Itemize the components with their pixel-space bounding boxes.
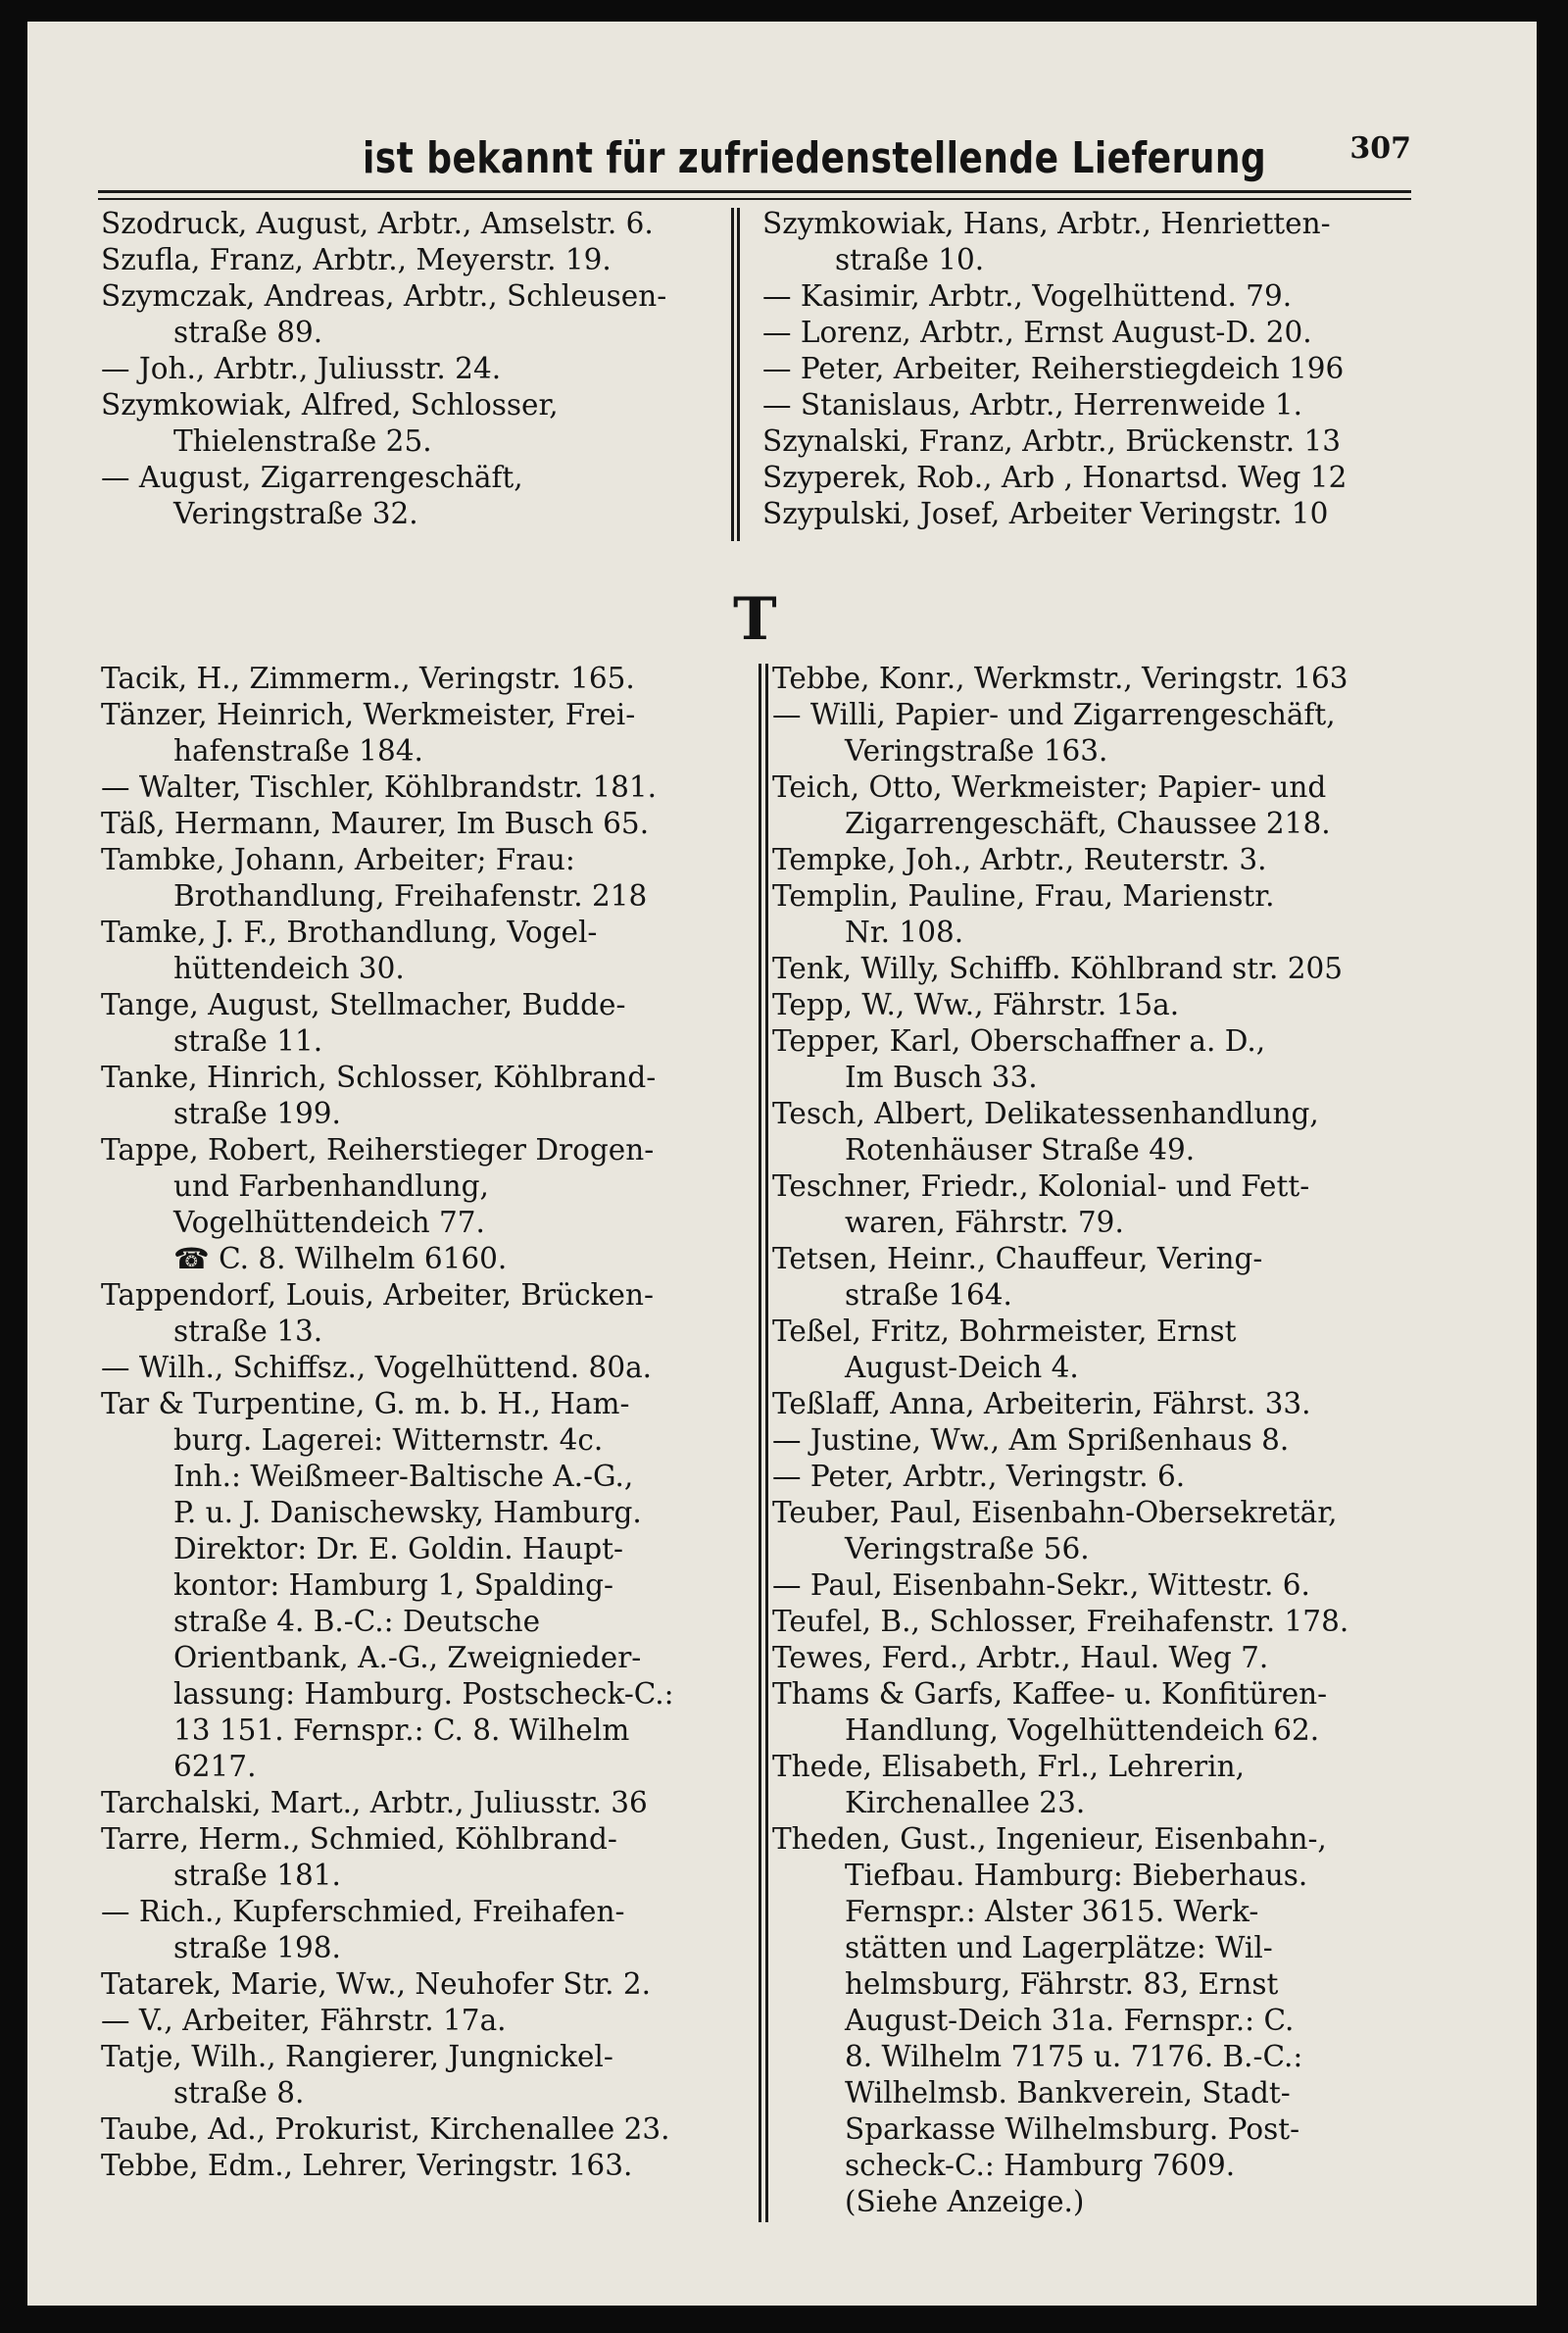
- directory-entry: [101, 1459, 758, 1495]
- entry-line: Tange, August, Stellmacher, Budde-: [101, 988, 626, 1021]
- directory-entry: [772, 1459, 1458, 1495]
- entry-line: Teschner, Friedr., Kolonial- und Fett-: [772, 1169, 1310, 1203]
- section-letter: T: [733, 585, 777, 654]
- directory-entry: [101, 387, 728, 460]
- entry-line: — Stanislaus, Arbtr., Herrenweide 1.: [762, 388, 1303, 422]
- entry-line: Tempke, Joh., Arbtr., Reuterstr. 3.: [772, 843, 1267, 876]
- entry-line: Tarchalski, Mart., Arbtr., Juliusstr. 36: [101, 1786, 648, 1819]
- entry-continuation: Veringstraße 32.: [173, 497, 418, 530]
- entry-continuation: straße 4. B.-C.: Deutsche: [173, 1605, 541, 1638]
- entry-continuation: Wilhelmsb. Bankverein, Stadt-: [845, 2076, 1291, 2110]
- entry-line: Tar & Turpentine, G. m. b. H., Ham-: [101, 1387, 630, 1420]
- directory-entry: [101, 2003, 758, 2039]
- column-top-right: [762, 206, 1448, 532]
- entry-line: Szymkowiak, Hans, Arbtr., Henrietten-: [762, 207, 1331, 240]
- directory-entry: [772, 1966, 1458, 2003]
- entry-line: — Wilh., Schiffsz., Vogelhüttend. 80a.: [101, 1351, 653, 1384]
- entry-line: Teufel, B., Schlosser, Freihafenstr. 178.: [772, 1605, 1349, 1638]
- entry-line: — Rich., Kupferschmied, Freihafen-: [101, 1895, 625, 1928]
- directory-entry: [772, 1495, 1458, 1567]
- entry-line: Szymkowiak, Alfred, Schlosser,: [101, 388, 559, 422]
- entry-line: Theden, Gust., Ingenieur, Eisenbahn-,: [772, 1822, 1327, 1856]
- directory-entry: [772, 2039, 1458, 2075]
- column-right: [772, 661, 1458, 2220]
- directory-entry: [101, 460, 728, 532]
- directory-entry: [101, 1495, 758, 1531]
- entry-continuation: straße 8.: [173, 2076, 305, 2110]
- column-divider-top: [731, 208, 734, 541]
- directory-entry: [772, 1749, 1458, 1821]
- column-divider: [759, 664, 761, 2222]
- entry-line: Tepper, Karl, Oberschaffner a. D.,: [772, 1024, 1266, 1058]
- entry-line: Tebbe, Edm., Lehrer, Veringstr. 163.: [101, 2149, 633, 2182]
- entry-line: Szypulski, Josef, Arbeiter Veringstr. 10: [762, 497, 1329, 530]
- directory-entry: [762, 423, 1448, 460]
- column-top-left: [101, 206, 728, 532]
- directory-entry: [101, 1821, 758, 1894]
- directory-entry: [101, 2111, 758, 2148]
- entry-continuation: 8. Wilhelm 7175 u. 7176. B.-C.:: [845, 2040, 1303, 2073]
- directory-entry: [772, 2111, 1458, 2148]
- entry-line: Tepp, W., Ww., Fährstr. 15a.: [772, 988, 1180, 1021]
- entry-line: — August, Zigarrengeschäft,: [101, 461, 523, 494]
- directory-entry: [101, 2148, 758, 2184]
- directory-entry: [101, 1350, 758, 1386]
- directory-entry: [762, 315, 1448, 351]
- entry-line: Tesch, Albert, Delikatessenhandlung,: [772, 1097, 1319, 1130]
- directory-entry: [772, 842, 1458, 878]
- entry-continuation: August-Deich 31a. Fernspr.: C.: [845, 2004, 1295, 2037]
- entry-line: Szodruck, August, Arbtr., Amselstr. 6.: [101, 207, 654, 240]
- directory-entry: [101, 1386, 758, 1459]
- entry-line: — V., Arbeiter, Fährstr. 17a.: [101, 2004, 507, 2037]
- directory-entry: [101, 1966, 758, 2003]
- entry-continuation: hüttendeich 30.: [173, 952, 405, 985]
- directory-entry: [772, 2003, 1458, 2039]
- entry-line: Taube, Ad., Prokurist, Kirchenallee 23.: [101, 2112, 670, 2146]
- page-header: [98, 112, 1411, 200]
- directory-entry: [772, 1422, 1458, 1459]
- directory-page: [27, 22, 1537, 2306]
- entry-line: Tetsen, Heinr., Chauffeur, Vering-: [772, 1242, 1263, 1275]
- entry-line: Tacik, H., Zimmerm., Veringstr. 165.: [101, 662, 635, 695]
- entry-line: Teuber, Paul, Eisenbahn-Obersekretär,: [772, 1496, 1338, 1529]
- entry-continuation: Tiefbau. Hamburg: Bieberhaus.: [845, 1859, 1308, 1892]
- header-rule-thin: [98, 198, 1411, 200]
- entry-line: — Paul, Eisenbahn-Sekr., Wittestr. 6.: [772, 1568, 1310, 1602]
- entry-continuation: straße 164.: [845, 1278, 1012, 1312]
- entry-line: — Willi, Papier- und Zigarrengeschäft,: [772, 698, 1336, 731]
- entry-line: Thams & Garfs, Kaffee- u. Konfitüren-: [772, 1677, 1328, 1711]
- entry-line: — Peter, Arbtr., Veringstr. 6.: [772, 1460, 1186, 1493]
- header-rule: [98, 190, 1411, 193]
- entry-line: Szynalski, Franz, Arbtr., Brückenstr. 13: [762, 424, 1342, 458]
- entry-continuation: scheck-C.: Hamburg 7609.: [845, 2149, 1236, 2182]
- entry-line: Tappe, Robert, Reiherstieger Drogen-: [101, 1133, 655, 1166]
- entry-line: — Lorenz, Arbtr., Ernst August-D. 20.: [762, 316, 1312, 349]
- column-divider-top-b: [737, 208, 740, 541]
- entry-continuation: P. u. J. Danischewsky, Hamburg.: [173, 1496, 642, 1529]
- directory-entry: [101, 1604, 758, 1640]
- entry-line: Tatje, Wilh., Rangierer, Jungnickel-: [101, 2040, 613, 2073]
- entry-line: Tambke, Johann, Arbeiter; Frau:: [101, 843, 575, 876]
- entry-continuation: Direktor: Dr. E. Goldin. Haupt-: [173, 1532, 623, 1565]
- entry-line: Szufla, Franz, Arbtr., Meyerstr. 19.: [101, 243, 612, 276]
- directory-entry: [101, 915, 758, 987]
- entry-continuation: burg. Lagerei: Witternstr. 4c.: [173, 1423, 604, 1457]
- directory-entry: [772, 1640, 1458, 1676]
- directory-entry: [772, 1096, 1458, 1168]
- entry-line: Teßlaff, Anna, Arbeiterin, Fährst. 33.: [772, 1387, 1311, 1420]
- directory-entry: [101, 806, 758, 842]
- directory-entry: [772, 2184, 1458, 2220]
- directory-entry: [101, 242, 728, 278]
- directory-entry: [762, 351, 1448, 387]
- entry-line: Tenk, Willy, Schiffb. Köhlbrand str. 205: [772, 952, 1344, 985]
- entry-continuation: ☎ C. 8. Wilhelm 6160.: [173, 1242, 508, 1275]
- directory-entry: [101, 1676, 758, 1713]
- entry-continuation: Kirchenallee 23.: [845, 1786, 1086, 1819]
- entry-continuation: Orientbank, A.-G., Zweignieder-: [173, 1641, 642, 1674]
- entry-continuation: stätten und Lagerplätze: Wil-: [845, 1931, 1273, 1964]
- entry-line: Szyperek, Rob., Arb , Honartsd. Weg 12: [762, 461, 1348, 494]
- directory-entry: [772, 1567, 1458, 1604]
- directory-entry: [772, 1676, 1458, 1749]
- directory-entry: [772, 1930, 1458, 1966]
- directory-entry: [101, 1785, 758, 1821]
- directory-entry: [762, 387, 1448, 423]
- directory-entry: [772, 661, 1458, 697]
- entry-continuation: Thielenstraße 25.: [173, 424, 432, 458]
- entry-continuation: Veringstraße 56.: [845, 1532, 1090, 1565]
- entry-continuation: Fernspr.: Alster 3615. Werk-: [845, 1895, 1259, 1928]
- directory-entry: [101, 1277, 758, 1350]
- entry-continuation: straße 13.: [173, 1315, 323, 1348]
- entry-continuation: Sparkasse Wilhelmsburg. Post-: [845, 2112, 1300, 2146]
- directory-entry: [762, 206, 1448, 278]
- entry-continuation: Brothandlung, Freihafenstr. 218: [173, 879, 648, 913]
- entry-continuation: (Siehe Anzeige.): [845, 2185, 1085, 2218]
- entry-continuation: straße 89.: [173, 316, 323, 349]
- entry-continuation: Inh.: Weißmeer-Baltische A.-G.,: [173, 1460, 634, 1493]
- directory-entry: [772, 2148, 1458, 2184]
- directory-entry: [762, 278, 1448, 315]
- header-title: ist bekannt für zufriedenstellende Lieferung: [363, 133, 1267, 183]
- entry-continuation: Rotenhäuser Straße 49.: [845, 1133, 1196, 1166]
- directory-entry: [772, 1386, 1458, 1422]
- directory-entry: [772, 987, 1458, 1023]
- directory-entry: [772, 1241, 1458, 1314]
- directory-entry: [772, 878, 1458, 951]
- entry-line: Tebbe, Konr., Werkmstr., Veringstr. 163: [772, 662, 1348, 695]
- directory-entry: [772, 769, 1458, 842]
- entry-continuation: Zigarrengeschäft, Chaussee 218.: [845, 807, 1331, 840]
- directory-entry: [772, 1894, 1458, 1930]
- directory-entry: [762, 496, 1448, 532]
- directory-entry: [101, 1132, 758, 1205]
- entry-continuation: straße 199.: [173, 1097, 341, 1130]
- directory-entry: [101, 1749, 758, 1785]
- entry-continuation: Im Busch 33.: [845, 1061, 1038, 1094]
- entry-continuation: Handlung, Vogelhüttendeich 62.: [845, 1713, 1320, 1747]
- entry-line: Tappendorf, Louis, Arbeiter, Brücken-: [101, 1278, 654, 1312]
- entry-continuation: helmsburg, Fährstr. 83, Ernst: [845, 1967, 1279, 2001]
- entry-line: — Justine, Ww., Am Sprißenhaus 8.: [772, 1423, 1290, 1457]
- entry-line: Templin, Pauline, Frau, Marienstr.: [772, 879, 1275, 913]
- directory-entry: [101, 2039, 758, 2111]
- directory-entry: [101, 1060, 758, 1132]
- entry-continuation: August-Deich 4.: [845, 1351, 1079, 1384]
- directory-entry: [772, 1821, 1458, 1894]
- directory-entry: [101, 1640, 758, 1676]
- entry-line: Tänzer, Heinrich, Werkmeister, Frei-: [101, 698, 636, 731]
- entry-continuation: kontor: Hamburg 1, Spalding-: [173, 1568, 614, 1602]
- column-left: [101, 661, 758, 2184]
- entry-continuation: waren, Fährstr. 79.: [845, 1206, 1124, 1239]
- directory-entry: [101, 1894, 758, 1966]
- directory-entry: [101, 661, 758, 697]
- directory-entry: [101, 1713, 758, 1749]
- entry-continuation: lassung: Hamburg. Postscheck-C.:: [173, 1677, 674, 1711]
- entry-line: Szymczak, Andreas, Arbtr., Schleusen-: [101, 279, 667, 313]
- entry-line: Teich, Otto, Werkmeister; Papier- und: [772, 770, 1327, 804]
- entry-line: Tewes, Ferd., Arbtr., Haul. Weg 7.: [772, 1641, 1269, 1674]
- directory-entry: [101, 1567, 758, 1604]
- column-divider-b: [765, 664, 768, 2222]
- directory-entry: [101, 1205, 758, 1241]
- entry-line: Täß, Hermann, Maurer, Im Busch 65.: [101, 807, 650, 840]
- directory-entry: [101, 769, 758, 806]
- directory-entry: [101, 1531, 758, 1567]
- directory-entry: [101, 206, 728, 242]
- directory-entry: [772, 1604, 1458, 1640]
- entry-line: — Joh., Arbtr., Juliusstr. 24.: [101, 352, 502, 385]
- directory-entry: [101, 351, 728, 387]
- directory-entry: [101, 987, 758, 1060]
- entry-line: Tatarek, Marie, Ww., Neuhofer Str. 2.: [101, 1967, 652, 2001]
- directory-entry: [772, 2075, 1458, 2111]
- entry-line: — Kasimir, Arbtr., Vogelhüttend. 79.: [762, 279, 1293, 313]
- directory-entry: [101, 842, 758, 915]
- entry-line: Tanke, Hinrich, Schlosser, Köhlbrand-: [101, 1061, 657, 1094]
- directory-entry: [772, 951, 1458, 987]
- entry-line: Tamke, J. F., Brothandlung, Vogel-: [101, 916, 598, 949]
- entry-continuation: und Farbenhandlung,: [173, 1169, 489, 1203]
- directory-entry: [772, 697, 1458, 769]
- directory-entry: [101, 697, 758, 769]
- entry-continuation: Vogelhüttendeich 77.: [173, 1206, 485, 1239]
- entry-continuation: straße 181.: [173, 1859, 341, 1892]
- entry-line: Teßel, Fritz, Bohrmeister, Ernst: [772, 1315, 1237, 1348]
- entry-line: — Walter, Tischler, Köhlbrandstr. 181.: [101, 770, 658, 804]
- entry-continuation: 6217.: [173, 1750, 257, 1783]
- entry-line: — Peter, Arbeiter, Reiherstiegdeich 196: [762, 352, 1345, 385]
- directory-entry: [762, 460, 1448, 496]
- directory-entry: [101, 278, 728, 351]
- entry-continuation: Veringstraße 163.: [845, 734, 1108, 768]
- entry-continuation: straße 198.: [173, 1931, 341, 1964]
- directory-entry: [101, 1241, 758, 1277]
- entry-line: Tarre, Herm., Schmied, Köhlbrand-: [101, 1822, 617, 1856]
- directory-entry: [772, 1314, 1458, 1386]
- entry-continuation: hafenstraße 184.: [173, 734, 423, 768]
- entry-continuation: straße 10.: [835, 243, 985, 276]
- entry-continuation: Nr. 108.: [845, 916, 964, 949]
- directory-entry: [772, 1023, 1458, 1096]
- directory-entry: [772, 1168, 1458, 1241]
- entry-continuation: straße 11.: [173, 1024, 323, 1058]
- entry-continuation: 13 151. Fernspr.: C. 8. Wilhelm: [173, 1713, 630, 1747]
- entry-line: Thede, Elisabeth, Frl., Lehrerin,: [772, 1750, 1245, 1783]
- page-number: 307: [1349, 131, 1411, 166]
